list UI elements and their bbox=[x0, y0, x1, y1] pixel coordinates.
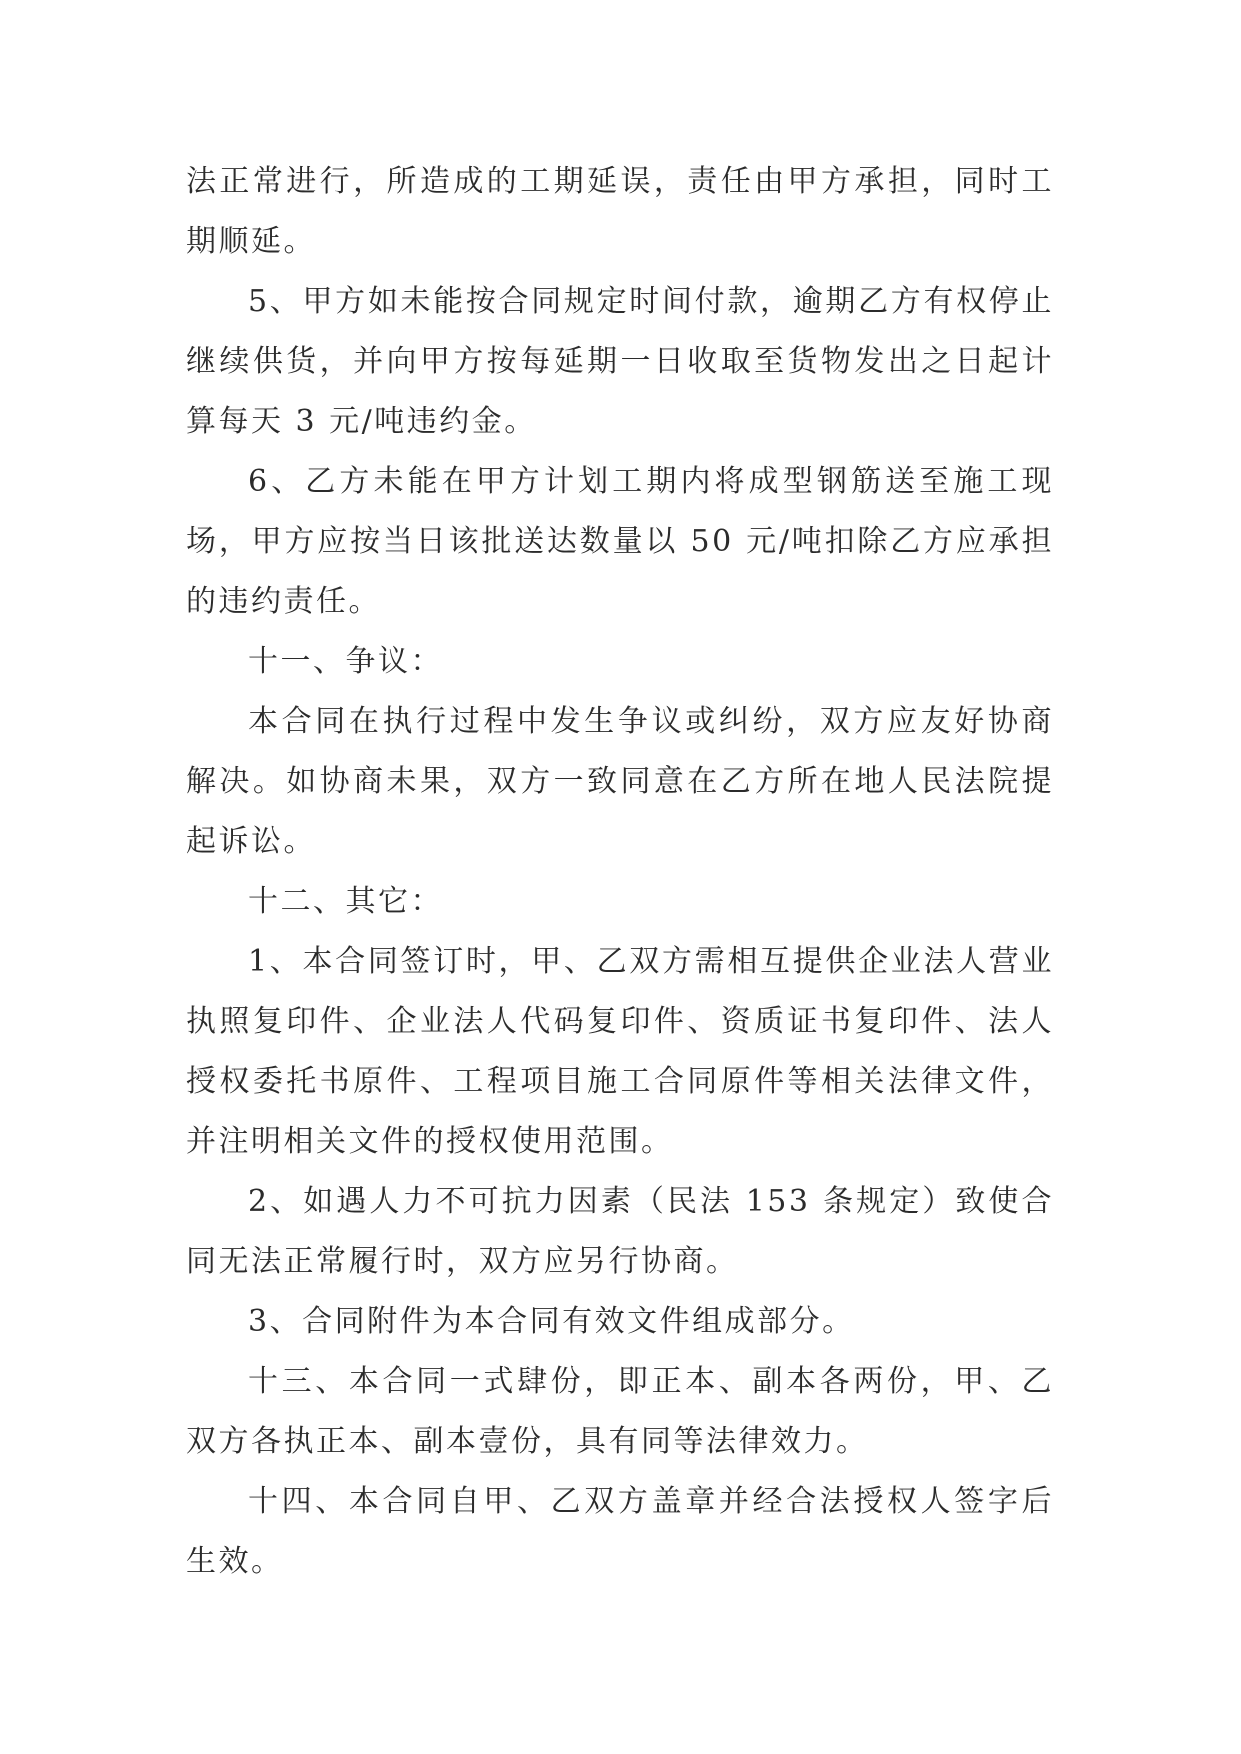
paragraph-other-2: 2、如遇人力不可抗力因素（民法 153 条规定）致使合同无法正常履行时，双方应另行协商。 bbox=[186, 1184, 1054, 1279]
paragraph-section-14: 十四、本合同自甲、乙双方盖章并经合法授权人签字后生效。 bbox=[186, 1484, 1054, 1579]
paragraph-section-13: 十三、本合同一式肆份，即正本、副本各两份，甲、乙双方各执正本、副本壹份，具有同等法律效力。 bbox=[186, 1364, 1054, 1459]
paragraph-continuation: 法正常进行，所造成的工期延误，责任由甲方承担，同时工期顺延。 bbox=[186, 164, 1054, 259]
paragraph-clause-5: 5、甲方如未能按合同规定时间付款，逾期乙方有权停止继续供货，并向甲方按每延期一日收取至货物发出之日起计算每天 3 元/吨违约金。 bbox=[186, 284, 1054, 439]
paragraph-clause-6: 6、乙方未能在甲方计划工期内将成型钢筋送至施工现场，甲方应按当日该批送达数量以 50 元/吨扣除乙方应承担的违约责任。 bbox=[186, 464, 1054, 619]
paragraph-other-3: 3、合同附件为本合同有效文件组成部分。 bbox=[248, 1304, 855, 1339]
paragraph-other-1: 1、本合同签订时，甲、乙双方需相互提供企业法人营业执照复印件、企业法人代码复印件、资质证书复印件、法人授权委托书原件、工程项目施工合同原件等相关法律文件，并注明相关文件的授权使用范围。 bbox=[186, 944, 1054, 1159]
section-heading-dispute: 十一、争议： bbox=[248, 644, 443, 679]
section-heading-other: 十二、其它： bbox=[248, 884, 443, 919]
document-body bbox=[186, 152, 1054, 1592]
paragraph-dispute: 本合同在执行过程中发生争议或纠纷，双方应友好协商解决。如协商未果，双方一致同意在乙方所在地人民法院提起诉讼。 bbox=[186, 704, 1054, 859]
